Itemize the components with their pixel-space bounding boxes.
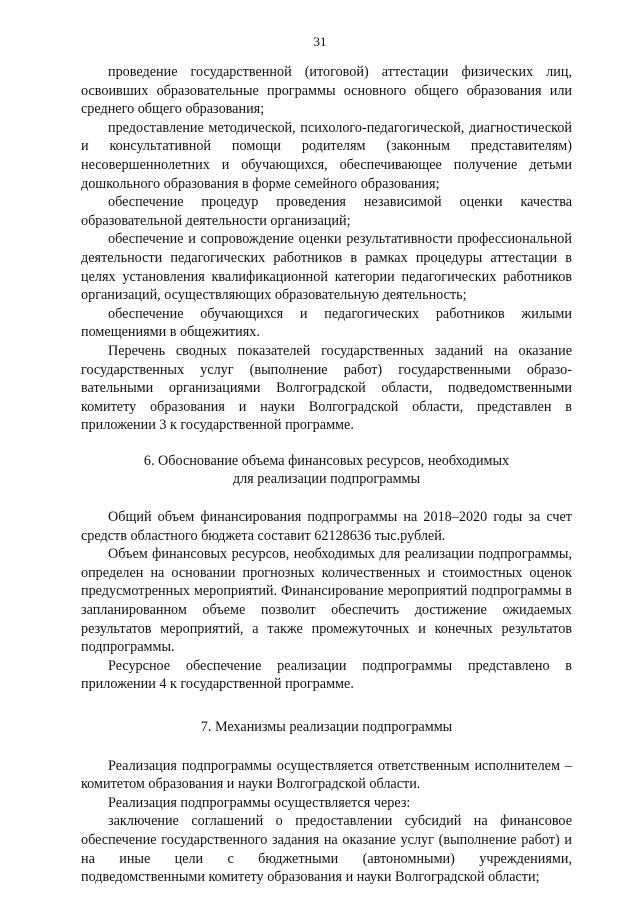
paragraph: Объем финансовых ресурсов, необходимых для реализации подпрограммы, определен на основании прогнозных количественных и стоимостных оценок предусмотренных мероприятий. Финансирование мероприятий подпрограммы в запланированном объеме позволит обеспечить достижение ожидаемых результатов мероприятий, а также промежуточных и конечных результатов подпрограммы.	[81, 546, 572, 656]
section-6-body	[81, 508, 572, 694]
page-content	[81, 63, 572, 887]
paragraph: Реализация подпрограммы осуществляется ответственным исполнителем – комитетом образования и науки Волгоградской области.	[81, 757, 572, 793]
section-7-body	[81, 757, 572, 887]
section-heading-7: 7. Механизмы реализации подпрограммы	[200, 719, 453, 735]
list-item: обеспечение процедур проведения независимой оценки качества образовательной деятельности организаций;	[81, 194, 572, 229]
list-item: обеспечение и сопровождение оценки результативности профессиональной деятельности педагогических работников в рамках процедуры аттестации в целях установления квалификационной категории педагогических работников организаций, осуществляющих образовательную деятельность;	[81, 231, 572, 304]
section-heading-line: 6. Обоснование объема финансовых ресурсов, необходимых	[143, 452, 510, 469]
list-item: предоставление методической, психолого-педагогической, диагностической и консультативной помощи родителям (законным представителям) несовершеннолетних и обучающихся, обеспечивающее получение детьми дошкольного образования в форме семейного образования;	[81, 119, 572, 192]
paragraph: Общий объем финансирования подпрограммы на 2018–2020 годы за счет средств областного бюджета составит 62128636 тыс.рублей.	[81, 509, 572, 544]
page-number: 31	[313, 34, 327, 49]
paragraph: Реализация подпрограммы осуществляется через:	[108, 794, 411, 811]
paragraph: Ресурсное обеспечение реализации подпрограммы представлено в приложении 4 к государственной программе.	[81, 657, 572, 693]
paragraph: Перечень сводных показателей государственных заданий на оказание государственных услуг (выполнение работ) государственными образовательными организациями Волгоградской области, подведомственными комитету образования и науки Волгоградской области, представлен в приложении 3 к государственной программе.	[81, 342, 572, 434]
list-item: обеспечение обучающихся и педагогических работников жилыми помещениями в общежитиях.	[81, 305, 572, 341]
paragraph: заключение соглашений о предоставлении субсидий на финансовое обеспечение государственного задания на оказание услуг (выполнение работ) и на иные цели с бюджетными (автономными) учреждениями, подведомственными комитету образования и науки Волгоградской области;	[81, 813, 572, 886]
section-heading-line: для реализации подпрограммы	[232, 471, 421, 488]
section-heading-6	[81, 452, 572, 489]
list-item: проведение государственной (итоговой) аттестации физических лиц, освоивших образовательные программы основного общего образования или среднего общего образования;	[81, 64, 572, 118]
